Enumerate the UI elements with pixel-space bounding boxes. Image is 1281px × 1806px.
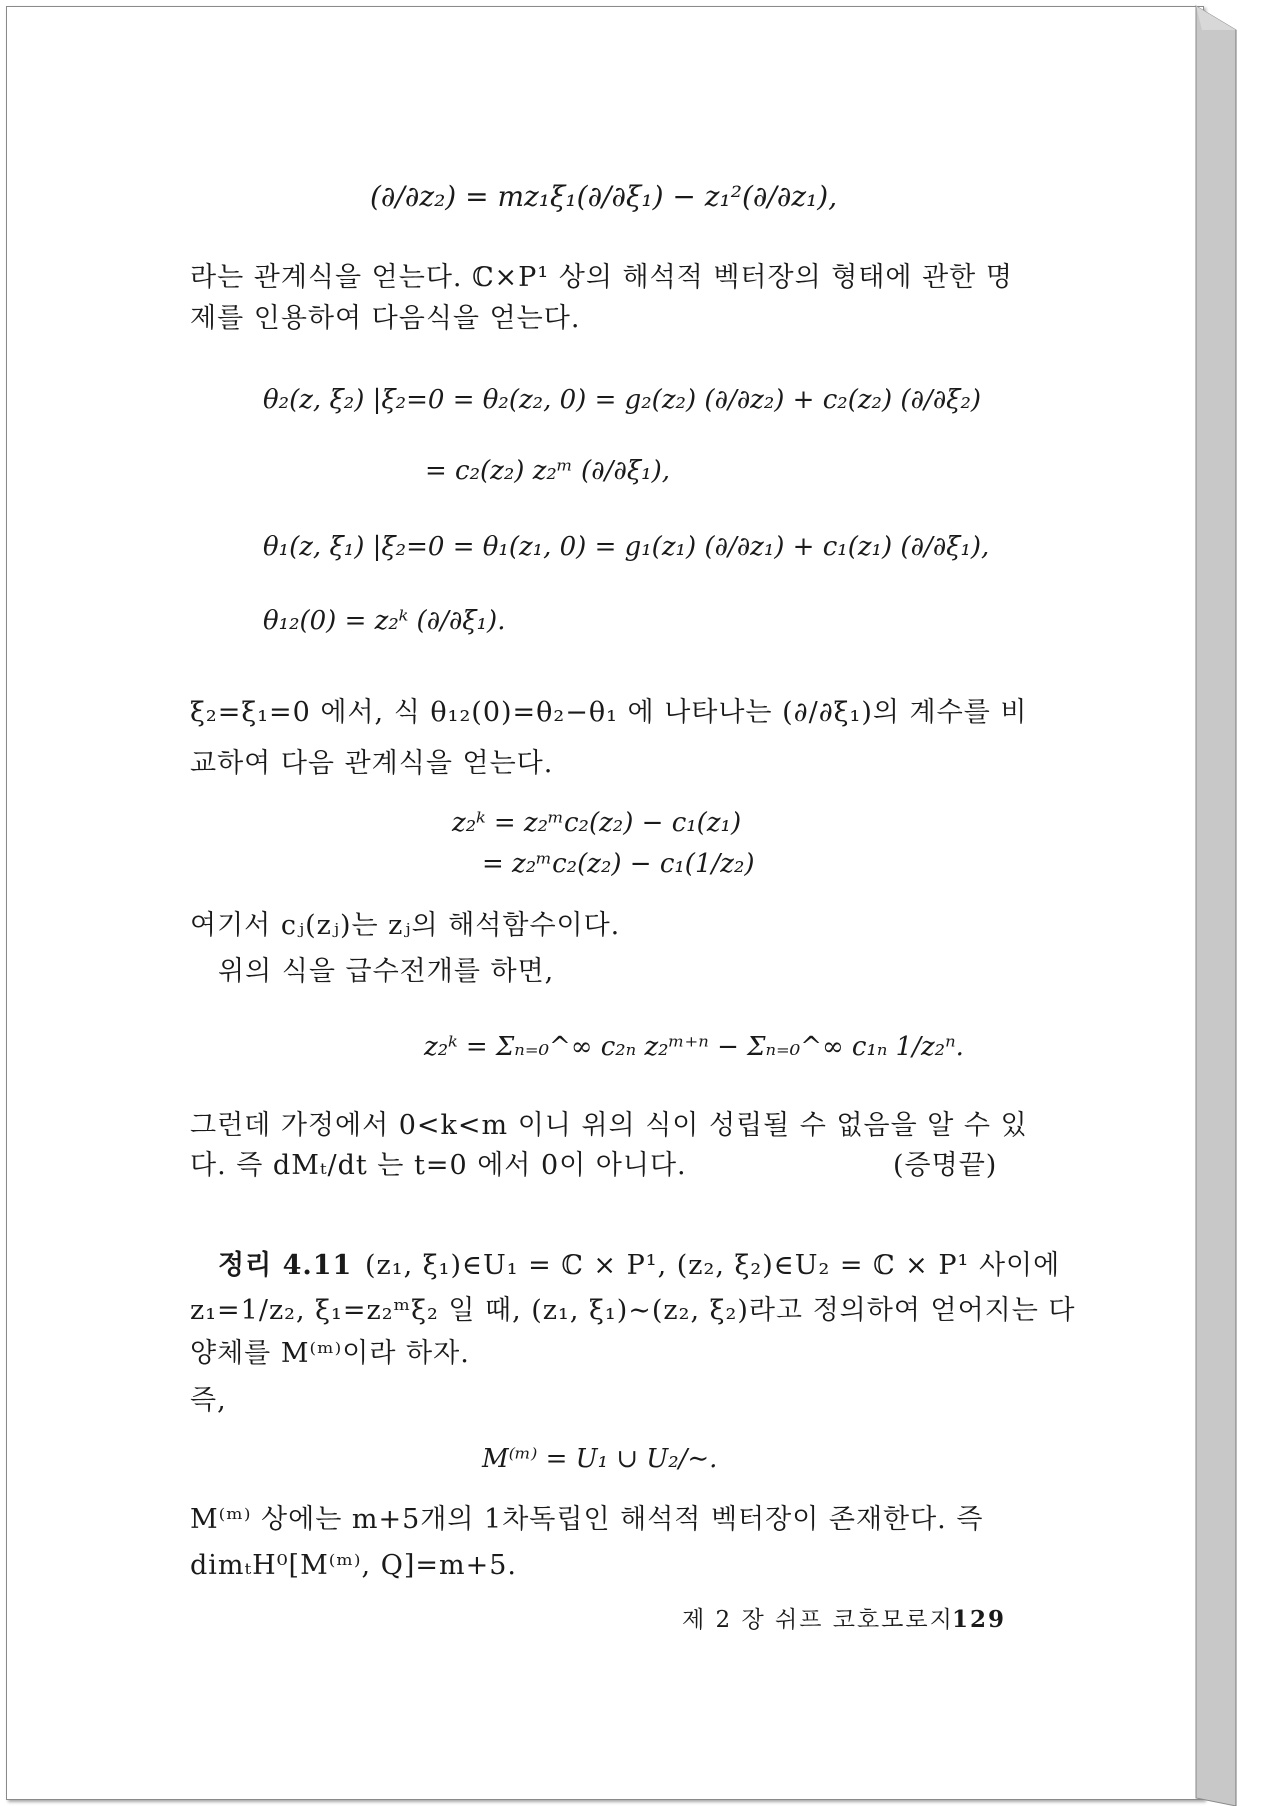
- qed-mark: (증명끝): [893, 1150, 998, 1181]
- paragraph4-line2: 다. 즉 dMₜ/dt 는 t=0 에서 0이 아니다.: [190, 1150, 687, 1181]
- footer-chapter: 제 2 장 쉬프 코호모로지: [682, 1607, 954, 1633]
- theorem-line3: 양체를 M⁽ᵐ⁾이라 하자.: [190, 1338, 470, 1369]
- eq-series: z₂ᵏ = Σₙ₌₀^∞ c₂ₙ z₂ᵐ⁺ⁿ − Σₙ₌₀^∞ c₁ₙ 1/z₂ⁿ.: [424, 1032, 964, 1062]
- paragraph2-line1: ξ₂=ξ₁=0 에서, 식 θ₁₂(0)=θ₂−θ₁ 에 나타나는 (∂/∂ξ₁)의 계수를 비: [190, 697, 1028, 728]
- paragraph3-line1: 여기서 cⱼ(zⱼ)는 zⱼ의 해석함수이다.: [190, 910, 621, 941]
- eq-theta2: θ₂(z, ξ₂) |ξ₂=0 = θ₂(z₂, 0) = g₂(z₂) (∂/∂z₂) + c₂(z₂) (∂/∂ξ₂): [263, 385, 982, 415]
- eq-theta2-cont: = c₂(z₂) z₂ᵐ (∂/∂ξ₁),: [425, 456, 670, 486]
- theorem-label: 정리 4.11: [218, 1250, 353, 1281]
- paragraph4-line1: 그런데 가정에서 0<k<m 이니 위의 식이 성립될 수 없음을 알 수 있: [190, 1110, 1028, 1141]
- eq-zk-line1: z₂ᵏ = z₂ᵐc₂(z₂) − c₁(z₁): [452, 808, 742, 838]
- formula-top: (∂/∂z₂) = mz₁ξ₁(∂/∂ξ₁) − z₁²(∂/∂z₁),: [370, 180, 838, 213]
- eq-manifold: M⁽ᵐ⁾ = U₁ ∪ U₂/∼.: [482, 1444, 718, 1474]
- eq-theta1: θ₁(z, ξ₁) |ξ₂=0 = θ₁(z₁, 0) = g₁(z₁) (∂/∂z₁) + c₁(z₁) (∂/∂ξ₁),: [263, 532, 990, 562]
- theorem-line1: (z₁, ξ₁)∈U₁ = ℂ × P¹, (z₂, ξ₂)∈U₂ = ℂ × P¹ 사이에: [365, 1250, 1061, 1281]
- eq-zk-line2: = z₂ᵐc₂(z₂) − c₁(1/z₂): [482, 849, 755, 879]
- theorem-line4: 즉,: [190, 1385, 227, 1416]
- theorem-line2: z₁=1/z₂, ξ₁=z₂ᵐξ₂ 일 때, (z₁, ξ₁)∼(z₂, ξ₂)라고 정의하여 얻어지는 다: [190, 1295, 1076, 1326]
- paragraph3-line2: 위의 식을 급수전개를 하면,: [218, 956, 555, 987]
- paragraph1-line2: 제를 인용하여 다음식을 얻는다.: [190, 303, 581, 334]
- paragraph1-line1: 라는 관계식을 얻는다. ℂ×P¹ 상의 해석적 벡터장의 형태에 관한 명: [190, 262, 1013, 293]
- eq-theta12: θ₁₂(0) = z₂ᵏ (∂/∂ξ₁).: [263, 606, 506, 636]
- paragraph5-line1: M⁽ᵐ⁾ 상에는 m+5개의 1차독립인 해석적 벡터장이 존재한다. 즉: [190, 1504, 984, 1535]
- footer-page-number: 129: [952, 1606, 1007, 1633]
- paragraph5-line2: dimₜH⁰[M⁽ᵐ⁾, Q]=m+5.: [190, 1550, 517, 1581]
- paragraph2-line2: 교하여 다음 관계식을 얻는다.: [190, 748, 554, 779]
